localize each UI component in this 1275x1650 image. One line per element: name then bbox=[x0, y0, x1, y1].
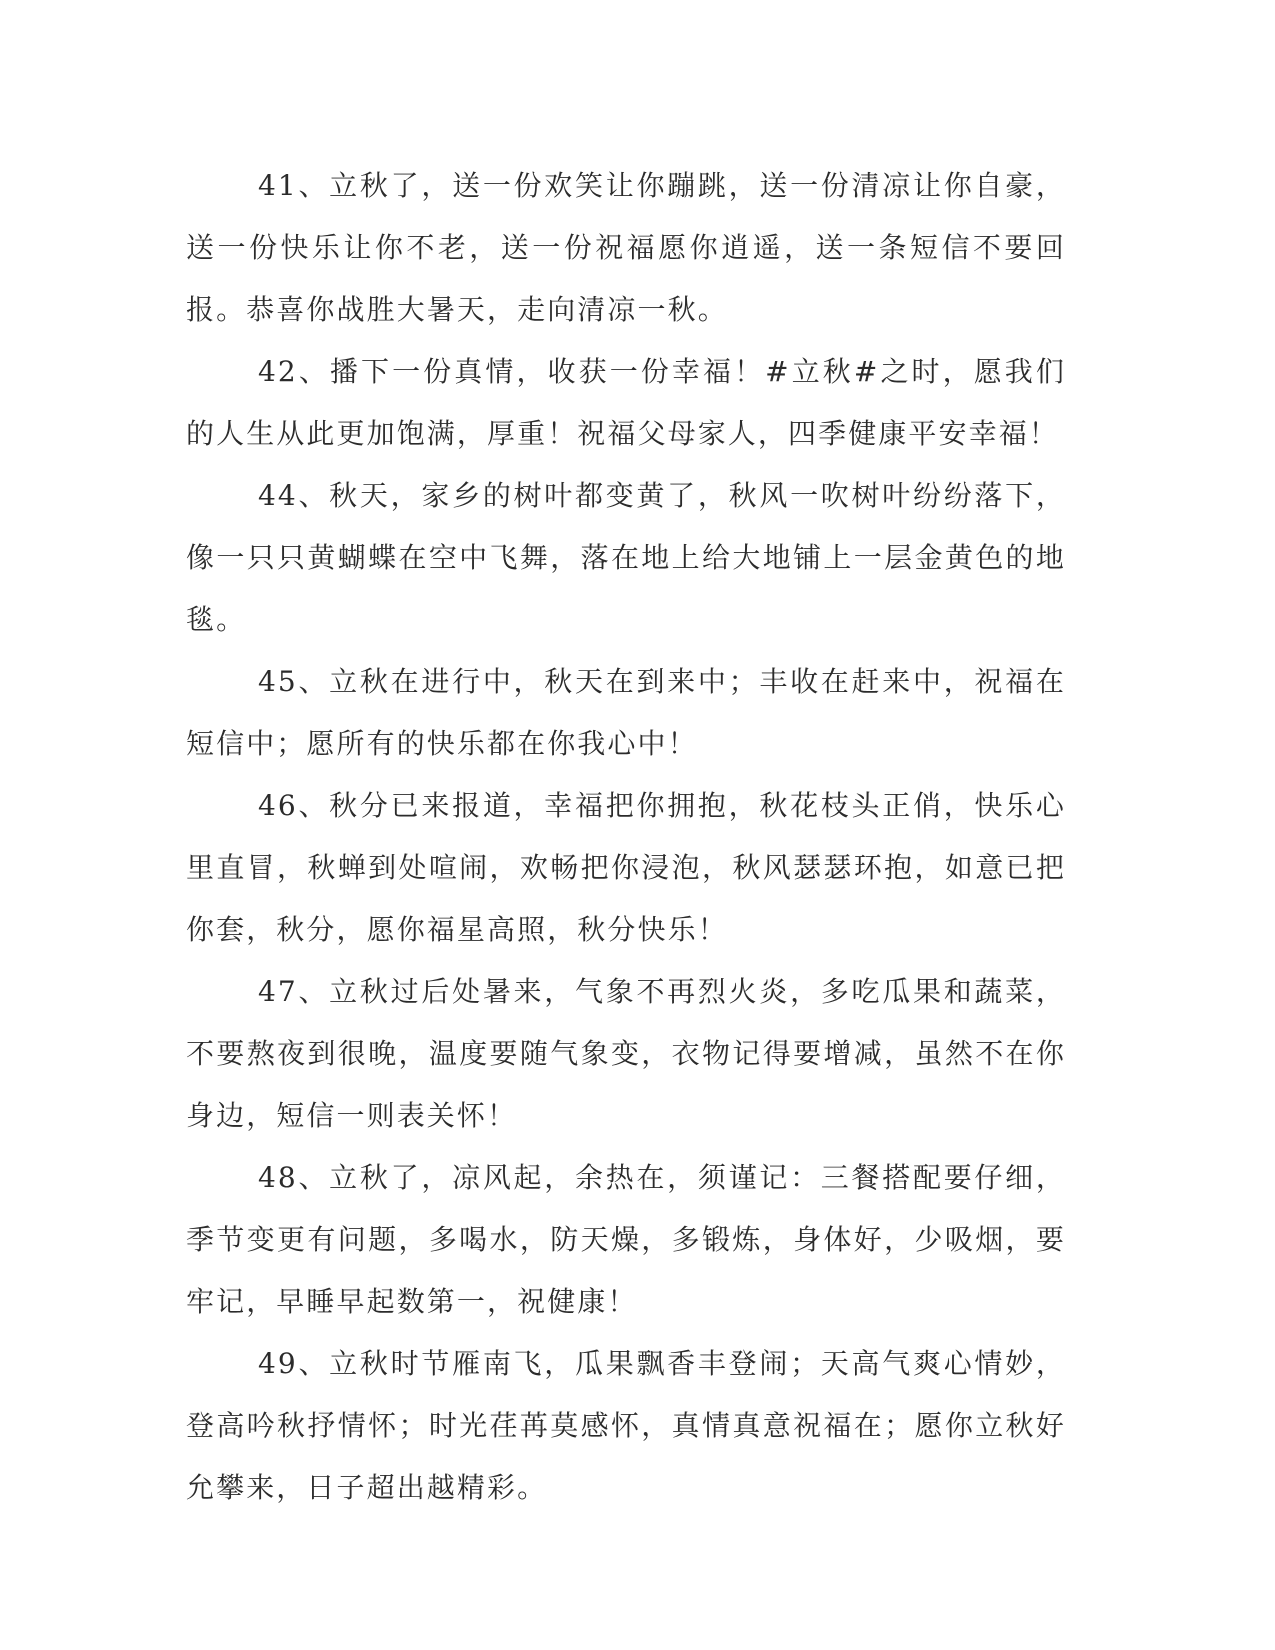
document-page bbox=[186, 155, 1066, 1519]
entry-42: 42、播下一份真情，收获一份幸福！#立秋#之时，愿我们的人生从此更加饱满，厚重！祝福父母家人，四季健康平安幸福！ bbox=[186, 355, 1066, 450]
entry-49: 49、立秋时节雁南飞，瓜果飘香丰登闹；天高气爽心情妙，登高吟秋抒情怀；时光荏苒莫感怀，真情真意祝福在；愿你立秋好允攀来，日子超出越精彩。 bbox=[186, 1347, 1066, 1504]
entry-41: 41、立秋了，送一份欢笑让你蹦跳，送一份清凉让你自豪，送一份快乐让你不老，送一份祝福愿你逍遥，送一条短信不要回报。恭喜你战胜大暑天，走向清凉一秋。 bbox=[186, 169, 1066, 326]
entry-45: 45、立秋在进行中，秋天在到来中；丰收在赶来中，祝福在短信中；愿所有的快乐都在你我心中！ bbox=[186, 665, 1066, 760]
entry-48: 48、立秋了，凉风起，余热在，须谨记：三餐搭配要仔细，季节变更有问题，多喝水，防天燥，多锻炼，身体好，少吸烟，要牢记，早睡早起数第一，祝健康！ bbox=[186, 1161, 1066, 1318]
entry-44: 44、秋天，家乡的树叶都变黄了，秋风一吹树叶纷纷落下，像一只只黄蝴蝶在空中飞舞，落在地上给大地铺上一层金黄色的地毯。 bbox=[186, 479, 1066, 636]
entry-46: 46、秋分已来报道，幸福把你拥抱，秋花枝头正俏，快乐心里直冒，秋蝉到处喧闹，欢畅把你浸泡，秋风瑟瑟环抱，如意已把你套，秋分，愿你福星高照，秋分快乐！ bbox=[186, 789, 1066, 946]
entry-47: 47、立秋过后处暑来，气象不再烈火炎，多吃瓜果和蔬菜，不要熬夜到很晚，温度要随气象变，衣物记得要增减，虽然不在你身边，短信一则表关怀！ bbox=[186, 975, 1066, 1132]
